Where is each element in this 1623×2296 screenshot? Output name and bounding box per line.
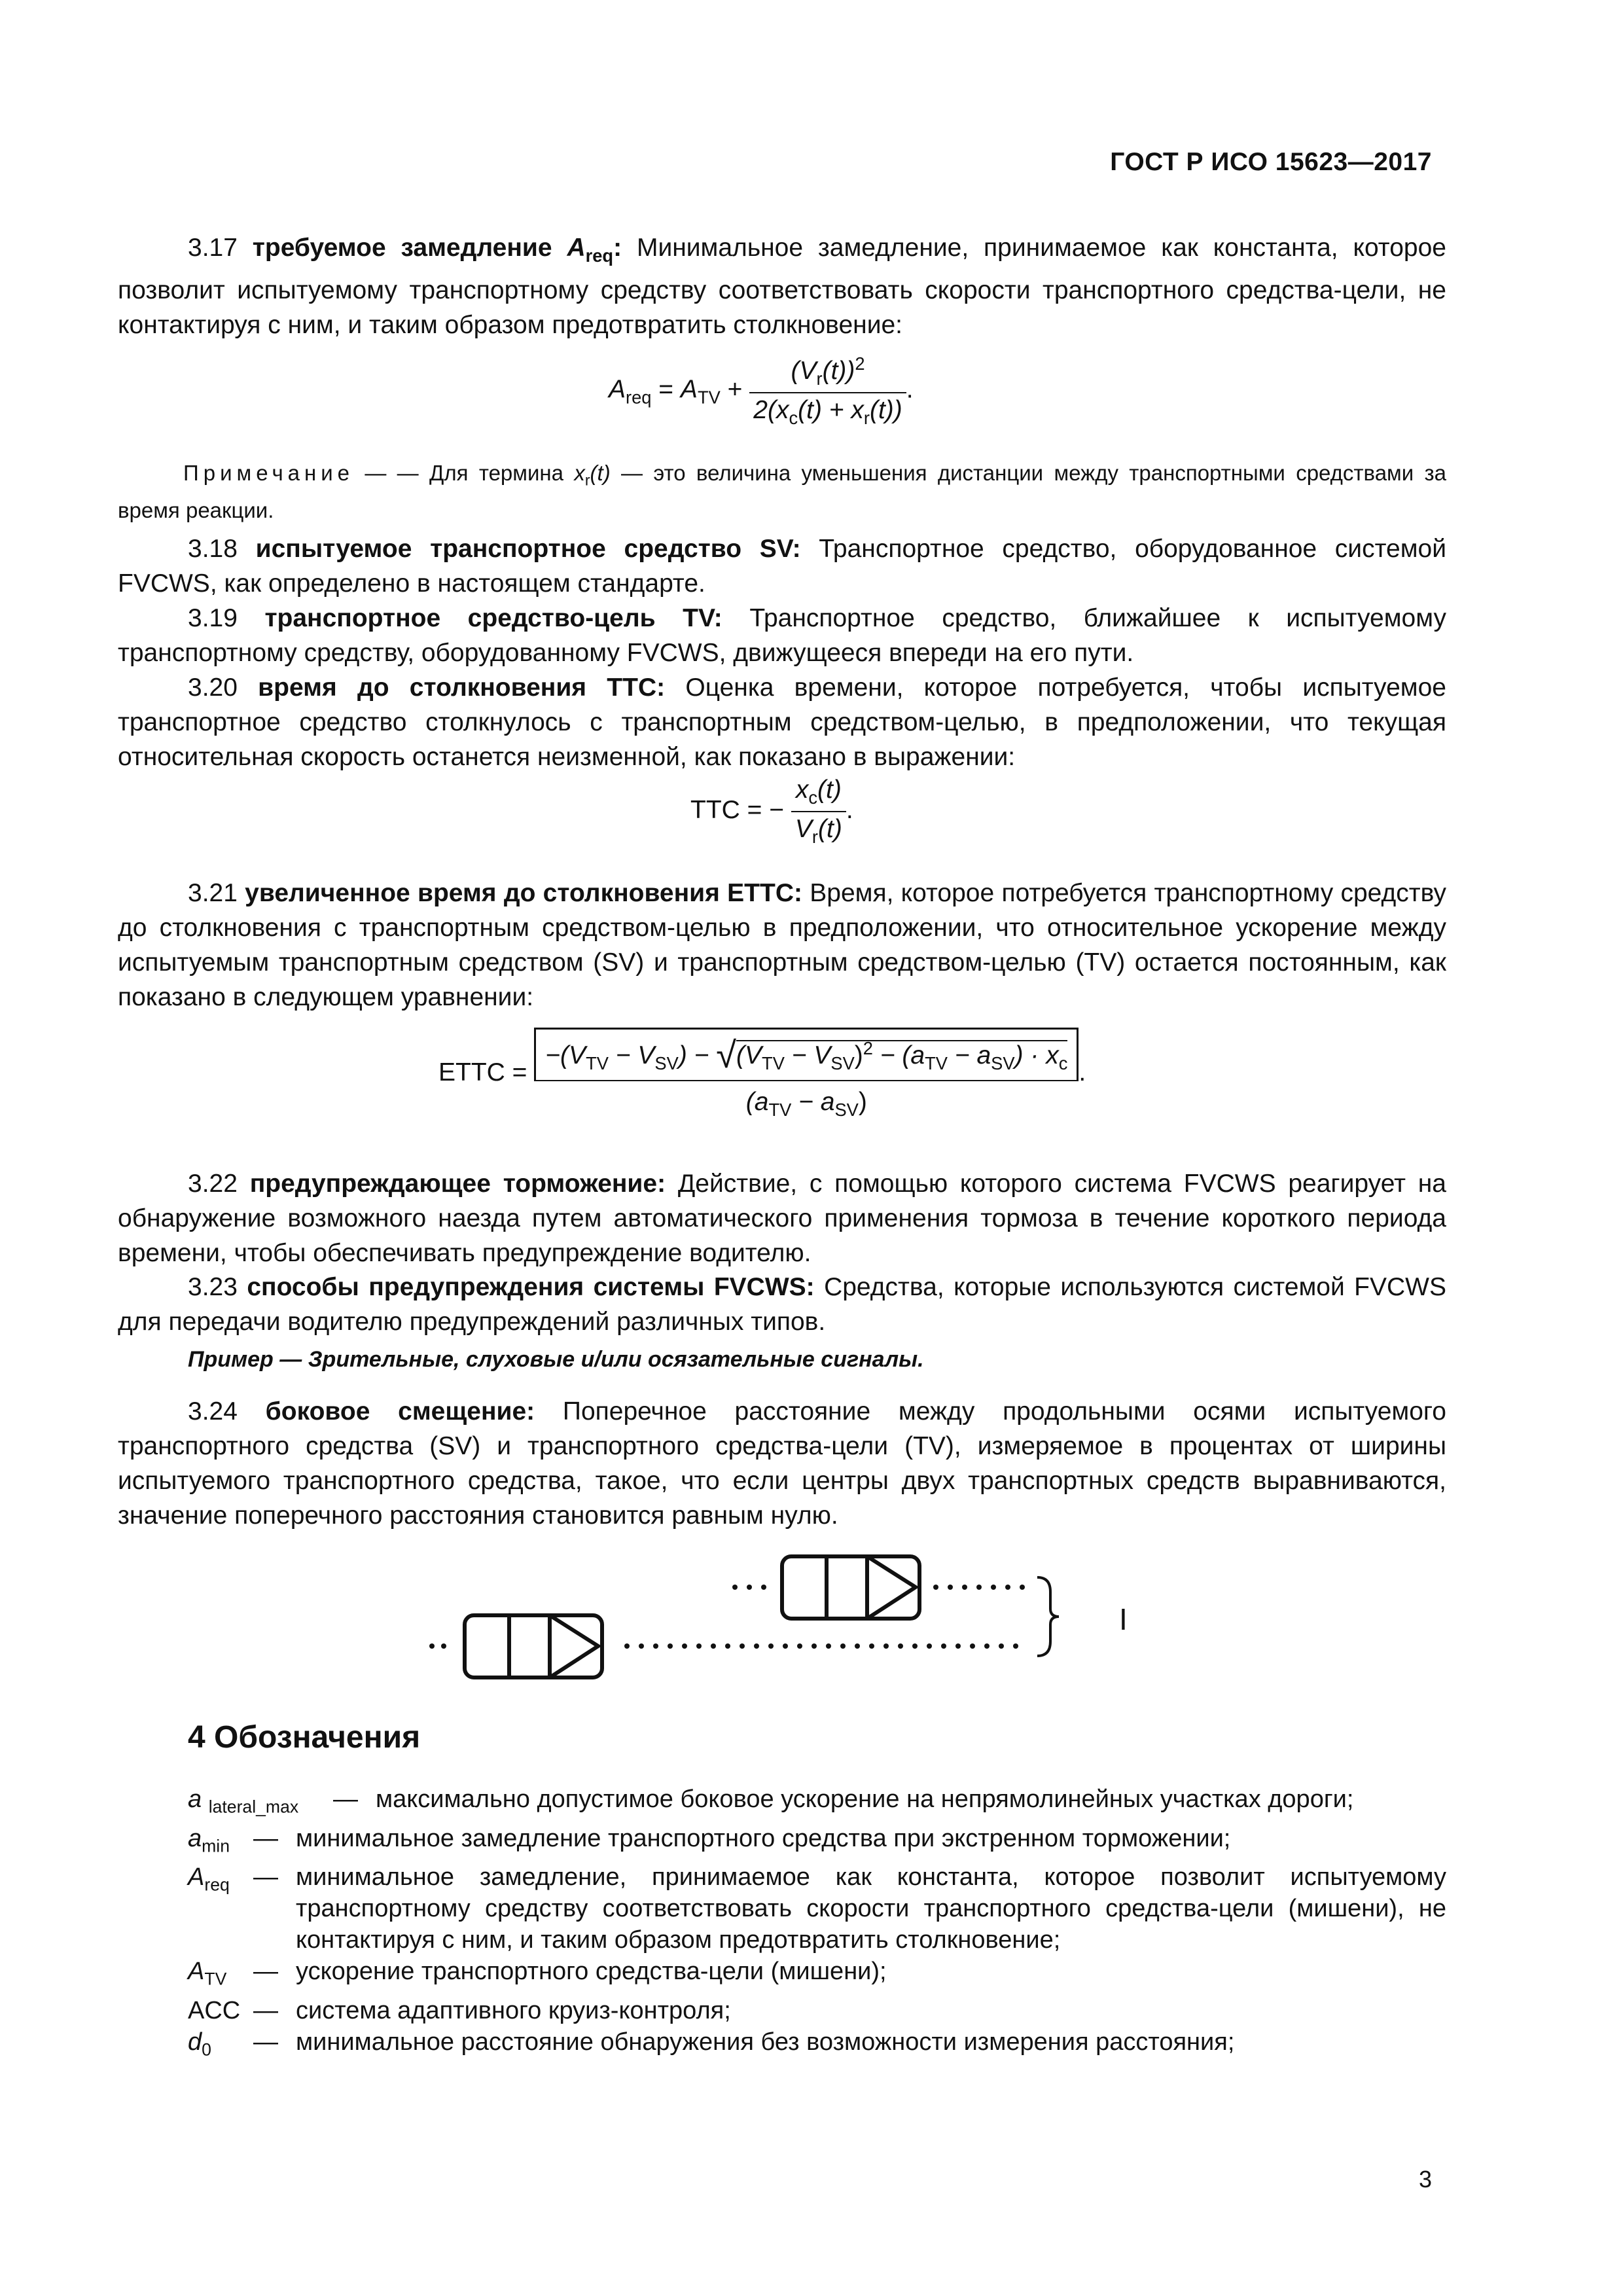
list-item — [188, 1956, 1446, 1995]
definition-text: Транспортное средство, ближайшее к испытуемому транспортному средству, оборудованному FVCWS, движущееся впереди на его пути. — [118, 604, 1446, 667]
num-part: ) − — [678, 1041, 717, 1069]
list-item — [188, 1861, 1446, 1956]
radicand — [736, 1038, 1068, 1073]
lateral-offset-figure — [419, 1551, 1165, 1708]
list-item — [188, 1995, 1446, 2026]
definition-number: 3.20 — [188, 673, 238, 702]
definition-text: Транспортное средство, оборудованное системой FVCWS, как определено в настоящем стандарте. — [118, 535, 1446, 598]
fraction-numerator — [791, 776, 846, 812]
upper-track-dots — [732, 1585, 1025, 1590]
page-number: 3 — [1418, 2166, 1432, 2193]
symbol-term — [188, 1995, 253, 2026]
formula-sub: TV — [697, 387, 721, 408]
symbol-sub: TV — [204, 1969, 227, 1989]
definition-3-17 — [118, 230, 1446, 342]
formula-symbol: A — [680, 375, 698, 404]
fraction-numerator — [749, 353, 906, 393]
num-sub: TV — [762, 1052, 785, 1073]
offset-brace — [1037, 1577, 1059, 1656]
num-sup: 2 — [863, 1038, 873, 1058]
symbol-term — [188, 1956, 253, 1995]
definition-3-21 — [118, 876, 1446, 1014]
formula-fraction — [791, 776, 846, 848]
num-sub: TV — [586, 1052, 609, 1073]
den-part: ) — [858, 1088, 867, 1116]
sqrt-icon: √ — [716, 1034, 737, 1075]
fraction-denominator — [749, 393, 906, 429]
formula-end: . — [906, 375, 914, 404]
symbol-sub: req — [204, 1874, 230, 1895]
definition-3-19 — [118, 601, 1446, 670]
symbol-definition: максимально допустимое боковое ускорение на непрямолинейных участках дороги; — [376, 1785, 1354, 1813]
target-vehicle-icon — [782, 1556, 919, 1619]
note-symbol-sub: r — [584, 471, 590, 489]
symbol-term — [188, 2026, 253, 2066]
symbol: A — [188, 1958, 205, 1986]
definition-number: 3.22 — [188, 1170, 238, 1198]
definition-number: 3.21 — [188, 879, 238, 907]
list-item — [188, 1823, 1446, 1862]
symbol-definition: минимальное расстояние обнаружения без возможности измерения расстояния; — [296, 2028, 1235, 2056]
definition-text: Минимальное замедление, принимаемое как константа, которое позволит испытуемому транспортному средству соответствовать скорости транспортного средства-цели, не контактируя с ним, и таким образом предотвратить столкновение: — [118, 234, 1446, 339]
section-title: 4 Обозначения — [188, 1720, 421, 1755]
definition-number: 3.23 — [188, 1273, 238, 1301]
symbol-dash: — — [253, 1824, 278, 1852]
symbol: a — [188, 1785, 202, 1813]
note — [118, 458, 1446, 526]
num-part: −(V — [545, 1041, 586, 1069]
definition-text: Действие, с помощью которого система FVCWS реагирует на обнаружение возможного наезда путем автоматического применения тормоза в течение короткого периода времени, чтобы обеспечивать предупреждение водителю. — [118, 1170, 1447, 1267]
num-part: − (a — [872, 1041, 925, 1069]
lower-track-dots — [429, 1643, 1018, 1649]
symbol-dash: — — [253, 2028, 278, 2056]
symbol-definition: система адаптивного круиз-контроля; — [296, 1996, 731, 2024]
num-sub: SV — [654, 1052, 679, 1073]
num-part: − V — [608, 1041, 655, 1069]
definition-3-20 — [118, 670, 1446, 774]
definition-3-24 — [118, 1394, 1446, 1533]
den-tail: (t)) — [869, 395, 902, 424]
term-symbol: A — [567, 234, 586, 262]
formula-sub: req — [626, 387, 652, 408]
formula-lhs: ETTC = — [438, 1058, 527, 1087]
den-mid: (t) + x — [798, 395, 864, 424]
den-part: − a — [791, 1088, 835, 1116]
symbol: a — [188, 1824, 202, 1852]
definition-text: Время, которое потребуется транспортному средству до столкновения с транспортным средством-целью в предположении, что относительное ускорение между испытуемым транспортным средством (SV) и транспортным средством-целью (TV) остается постоянным, как показано в следующем уравнении: — [118, 879, 1446, 1011]
definition-3-22 — [118, 1166, 1446, 1270]
definition-term: испытуемое транспортное средство SV: — [255, 535, 801, 563]
num-part: x — [795, 776, 809, 804]
num-part: − V — [784, 1041, 831, 1069]
den-tail: (t) — [818, 814, 842, 843]
term-symbol-sub: req — [585, 245, 614, 266]
den-sub: r — [812, 826, 818, 847]
definition-number: 3.17 — [188, 234, 238, 262]
formula-fraction — [749, 353, 906, 429]
formula-end: . — [846, 796, 853, 825]
num-sub: c — [1058, 1052, 1068, 1073]
formula-op: = — [651, 375, 681, 404]
num-sub: TV — [925, 1052, 948, 1073]
num-tail: (t) — [817, 776, 842, 804]
list-item — [188, 1784, 1446, 1823]
den-part: 2(x — [753, 395, 789, 424]
symbol-dash: — — [253, 1863, 278, 1892]
num-sub: r — [816, 368, 823, 389]
symbol-term — [188, 1861, 253, 1956]
definition-text: Поперечное расстояние между продольными осями испытуемого транспортного средства (SV) и транспортного средства-цели (TV), измеряемое в процентах от ширины испытуемого транспортного средства, такое, что если центры двух транспортных средств выравниваются, значение поперечного расстояния становится равным нулю. — [118, 1397, 1446, 1530]
list-item — [188, 2026, 1446, 2066]
formula-ettc — [438, 1028, 1086, 1121]
definition-term: требуемое замедление — [252, 234, 552, 262]
den-sub: c — [789, 407, 798, 428]
definition-term: увеличенное время до столкновения ETTC: — [245, 879, 802, 907]
fraction-denominator — [534, 1081, 1079, 1121]
symbol-term — [188, 1823, 253, 1862]
num-part: − a — [948, 1041, 991, 1069]
num-sub: SV — [830, 1052, 855, 1073]
formula-lhs: TTC = − — [690, 796, 785, 825]
den-part: V — [794, 814, 812, 843]
definition-term: время до столкновения TTC: — [258, 673, 666, 702]
num-part: ) — [854, 1041, 863, 1069]
formula-op: + — [720, 375, 750, 404]
symbols-list — [188, 1784, 1446, 2065]
num-part: (V — [791, 357, 817, 385]
note-text: — это величина уменьшения дистанции между транспортными средствами за время реакции. — [118, 461, 1446, 522]
definition-number: 3.19 — [188, 604, 238, 632]
formula-end: . — [1079, 1058, 1086, 1087]
note-symbol: x — [574, 461, 585, 485]
definition-term: транспортное средство-цель TV: — [264, 604, 722, 632]
den-part: (a — [745, 1088, 769, 1116]
num-sub: c — [808, 787, 818, 808]
note-dash: — — Для термина — [354, 461, 575, 485]
symbol-definition: минимальное замедление транспортного средства при экстренном торможении; — [296, 1824, 1231, 1852]
num-part: ) · x — [1014, 1041, 1059, 1069]
fraction-denominator — [791, 812, 846, 848]
symbol: A — [188, 1863, 205, 1892]
symbol-definition: минимальное замедление, принимаемое как константа, которое позволит испытуемому транспортному средству соответствовать скорости транспортного средства-цели (мишени), не контактируя с ним, и таким образом предотвратить столкновение; — [296, 1863, 1446, 1954]
standard-header: ГОСТ Р ИСО 15623—2017 — [1110, 148, 1432, 176]
fraction-numerator — [534, 1028, 1079, 1081]
num-sup: 2 — [855, 353, 865, 374]
note-symbol-arg: (t) — [590, 461, 611, 485]
definition-term: предупреждающее торможение: — [249, 1170, 666, 1198]
symbol-dash: — — [253, 1958, 278, 1986]
symbol-dash: — — [253, 1996, 278, 2024]
symbol-term — [188, 1784, 333, 1823]
den-sub: TV — [768, 1099, 792, 1120]
definition-3-18 — [118, 531, 1446, 601]
definition-number: 3.18 — [188, 535, 238, 563]
definition-3-23 — [118, 1270, 1446, 1339]
definition-text: Средства, которые используются системой FVCWS для передачи водителю предупреждений различных типов. — [118, 1273, 1446, 1336]
definition-term: способы предупреждения системы FVCWS: — [247, 1273, 815, 1301]
den-sub: r — [863, 407, 870, 428]
symbol: ACC — [188, 1996, 241, 2024]
definition-text: Оценка времени, которое потребуется, чтобы испытуемое транспортное средство столкнулось с транспортным средством-целью, в предположении, что текущая относительная скорость останется неизменной, как показано в выражении: — [118, 673, 1446, 771]
definition-number: 3.24 — [188, 1397, 238, 1426]
subject-vehicle-icon — [465, 1615, 602, 1677]
symbol-sub: lateral_max — [208, 1797, 299, 1817]
symbol-dash: — — [333, 1785, 358, 1813]
num-sub: SV — [991, 1052, 1015, 1073]
symbol: d — [188, 2028, 202, 2056]
formula-ttc — [690, 776, 853, 848]
note-label: Примечание — [183, 461, 355, 485]
example-note: Пример — Зрительные, слуховые и/или осязательные сигналы. — [188, 1347, 924, 1372]
offset-label: I — [1119, 1602, 1128, 1636]
num-tail: (t)) — [822, 357, 855, 385]
term-colon: : — [613, 234, 622, 262]
num-part: (V — [736, 1041, 762, 1069]
formula-symbol: A — [609, 375, 626, 404]
definition-term: боковое смещение: — [265, 1397, 535, 1426]
formula-areq — [609, 353, 914, 429]
symbol-definition: ускорение транспортного средства-цели (мишени); — [296, 1958, 887, 1986]
symbol-sub: min — [202, 1836, 230, 1856]
symbol-sub: 0 — [202, 2039, 211, 2060]
formula-fraction — [534, 1028, 1079, 1121]
den-sub: SV — [834, 1099, 859, 1120]
